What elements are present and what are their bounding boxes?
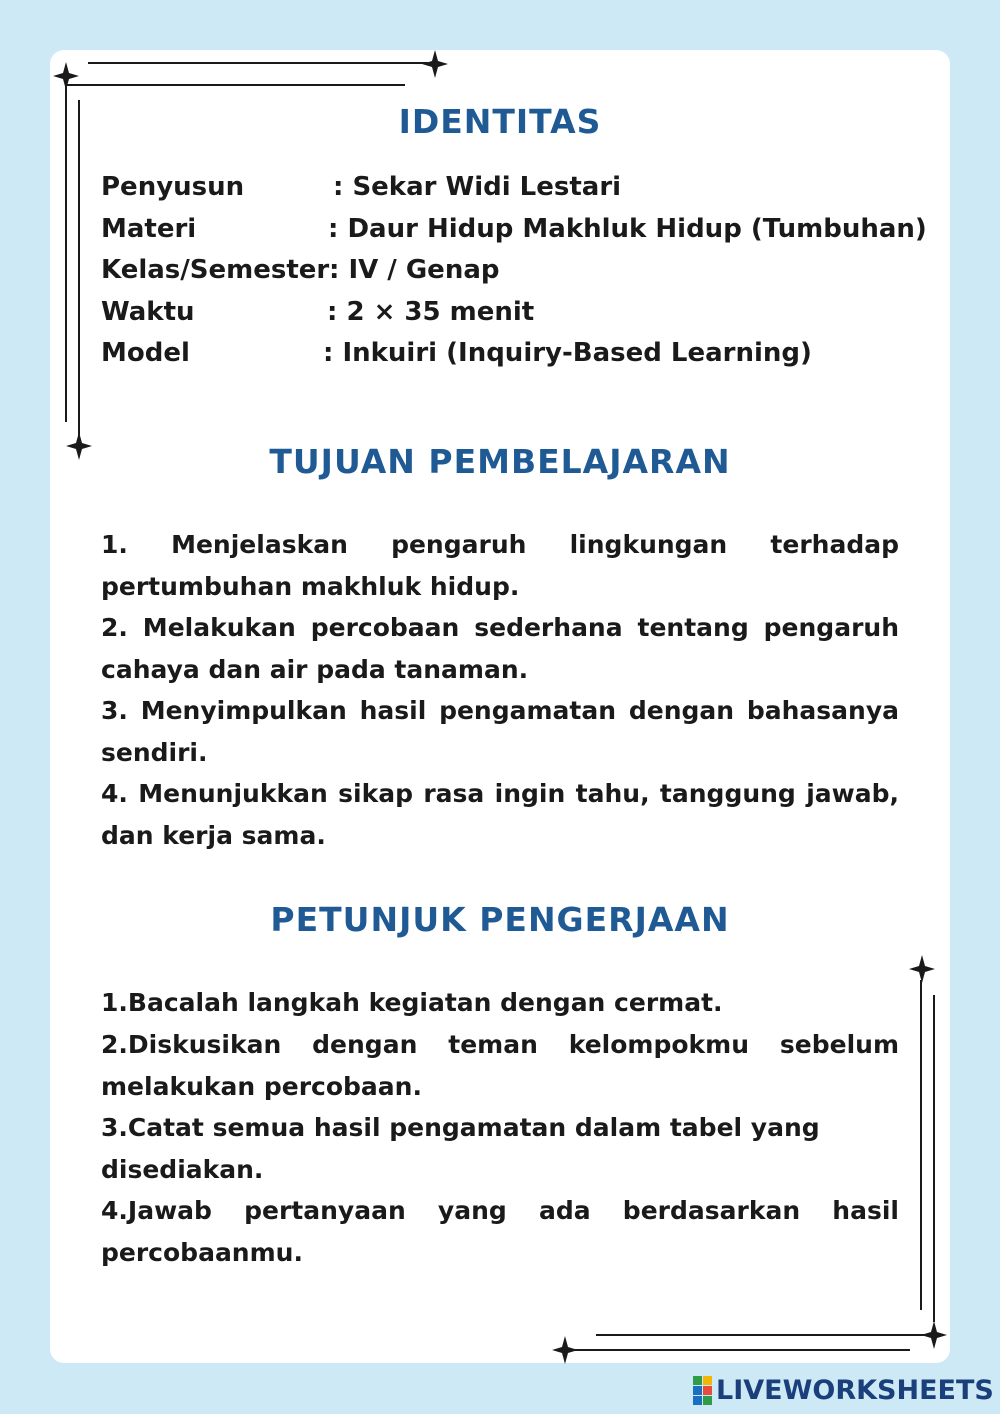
petunjuk-item: 1.Bacalah langkah kegiatan dengan cermat. xyxy=(101,988,723,1017)
identitas-value: : 2 × 35 menit xyxy=(327,297,535,327)
petunjuk-item: 2.Diskusikan dengan teman kelompokmu sebelum melakukan percobaan. xyxy=(101,1030,899,1101)
brand-name: LIVEWORKSHEETS xyxy=(716,1374,994,1406)
tujuan-item: 2. Melakukan percobaan sederhana tentang pengaruh cahaya dan air pada tanaman. xyxy=(101,613,899,684)
petunjuk-item: 4.Jawab pertanyaan yang ada berdasarkan hasil percobaanmu. xyxy=(101,1196,899,1267)
tujuan-item: 1. Menjelaskan pengaruh lingkungan terhadap pertumbuhan makhluk hidup. xyxy=(101,530,899,601)
identitas-label: Model xyxy=(101,338,190,368)
identitas-value: : Sekar Widi Lestari xyxy=(333,172,622,202)
identitas-value: : IV / Genap xyxy=(329,255,500,285)
identitas-value: : Inkuiri (Inquiry-Based Learning) xyxy=(323,338,812,368)
liveworksheets-logo xyxy=(693,1376,994,1404)
identitas-label: Waktu xyxy=(101,297,195,327)
identitas-value: : Daur Hidup Makhluk Hidup (Tumbuhan) xyxy=(328,214,927,244)
tujuan-heading: TUJUAN PEMBELAJARAN xyxy=(269,442,731,481)
tujuan-item: 3. Menyimpulkan hasil pengamatan dengan bahasanya sendiri. xyxy=(101,696,899,767)
petunjuk-item: 3.Catat semua hasil pengamatan dalam tabel yang disediakan. xyxy=(101,1113,820,1184)
identitas-label: Penyusun xyxy=(101,172,245,202)
logo-squares-icon xyxy=(693,1376,712,1405)
petunjuk-heading: PETUNJUK PENGERJAAN xyxy=(270,900,730,939)
identitas-heading: IDENTITAS xyxy=(398,102,602,141)
tujuan-item: 4. Menunjukkan sikap rasa ingin tahu, tanggung jawab, dan kerja sama. xyxy=(101,779,899,850)
identitas-label: Materi xyxy=(101,214,197,244)
identitas-label: Kelas/Semester xyxy=(101,255,330,285)
